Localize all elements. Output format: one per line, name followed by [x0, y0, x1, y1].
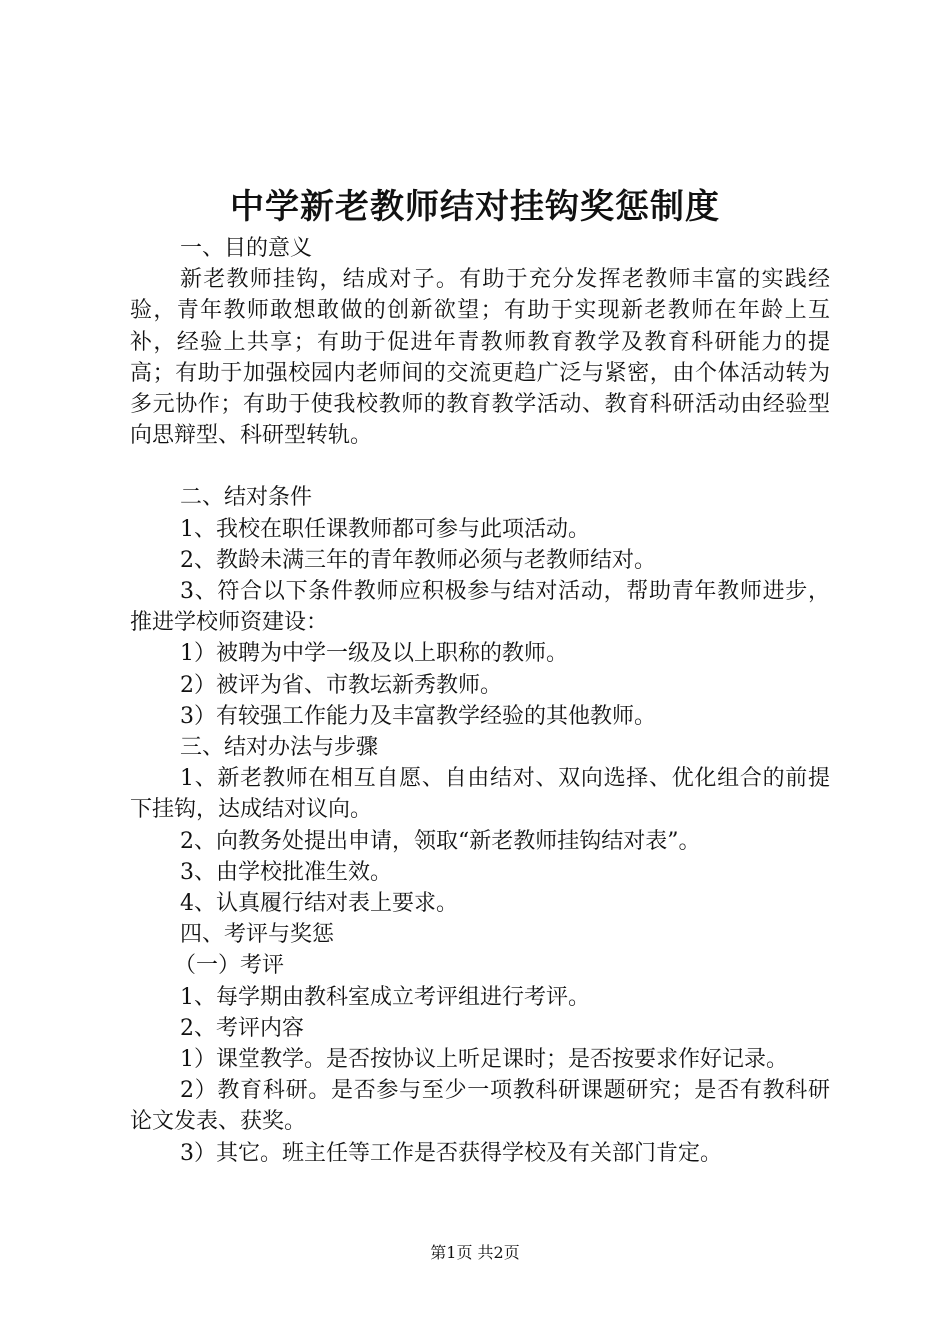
section-heading-3: 三、结对办法与步骤 — [180, 735, 379, 761]
sub-list-item: 3）有较强工作能力及丰富教学经验的其他教师。 — [180, 703, 656, 729]
list-item: 2、教龄未满三年的青年教师必须与老教师结对。 — [180, 547, 656, 573]
list-item: 4、认真履行结对表上要求。 — [180, 891, 458, 917]
paragraph-purpose: 新老教师挂钩，结成对子。有助于充分发挥老教师丰富的实践经验，青年教师敢想敢做的创新欲望；有助于实现新老教师在年龄上互补，经验上共享；有助于促进年青教师教育教学及教育科研能力的提高；有助于加强校园内老师间的交流更趋广泛与紧密，由个体活动转为多元协作；有助于使我校教师的教育教学活动、教育科研活动由经验型向思辩型、科研型转轨。 — [130, 267, 830, 449]
section-heading-1: 一、目的意义 — [180, 236, 313, 261]
document-title: 中学新老教师结对挂钩奖惩制度 — [230, 187, 720, 227]
sub-list-item: 3）其它。班主任等工作是否获得学校及有关部门肯定。 — [180, 1140, 722, 1166]
list-item: 2、向教务处提出申请，领取“新老教师挂钩结对表”。 — [180, 828, 701, 854]
sub-list-item: 2）被评为省、市教坛新秀教师。 — [180, 672, 502, 698]
subsection-heading: （一）考评 — [174, 953, 285, 979]
document-body — [130, 233, 830, 1169]
list-item: 1、新老教师在相互自愿、自由结对、双向选择、优化组合的前提下挂钩，达成结对议向。 — [130, 766, 830, 823]
page-footer: 第1页 共2页 — [430, 1243, 520, 1262]
paragraph-gap — [130, 451, 830, 482]
list-item: 1、我校在职任课教师都可参与此项活动。 — [180, 516, 590, 542]
list-item: 1、每学期由教科室成立考评组进行考评。 — [180, 984, 590, 1010]
list-item: 3、符合以下条件教师应积极参与结对活动，帮助青年教师进步，推进学校师资建设： — [130, 579, 830, 636]
sub-list-item: 1）课堂教学。是否按协议上听足课时；是否按要求作好记录。 — [180, 1047, 788, 1073]
sub-list-item: 2）教育科研。是否参与至少一项教科研课题研究；是否有教科研论文发表、获奖。 — [130, 1078, 830, 1135]
sub-list-item: 1）被聘为中学一级及以上职称的教师。 — [180, 641, 568, 667]
list-item: 2、考评内容 — [180, 1015, 304, 1041]
section-heading-4: 四、考评与奖惩 — [180, 922, 335, 948]
section-heading-2: 二、结对条件 — [180, 485, 313, 511]
list-item: 3、由学校批准生效。 — [180, 859, 392, 885]
